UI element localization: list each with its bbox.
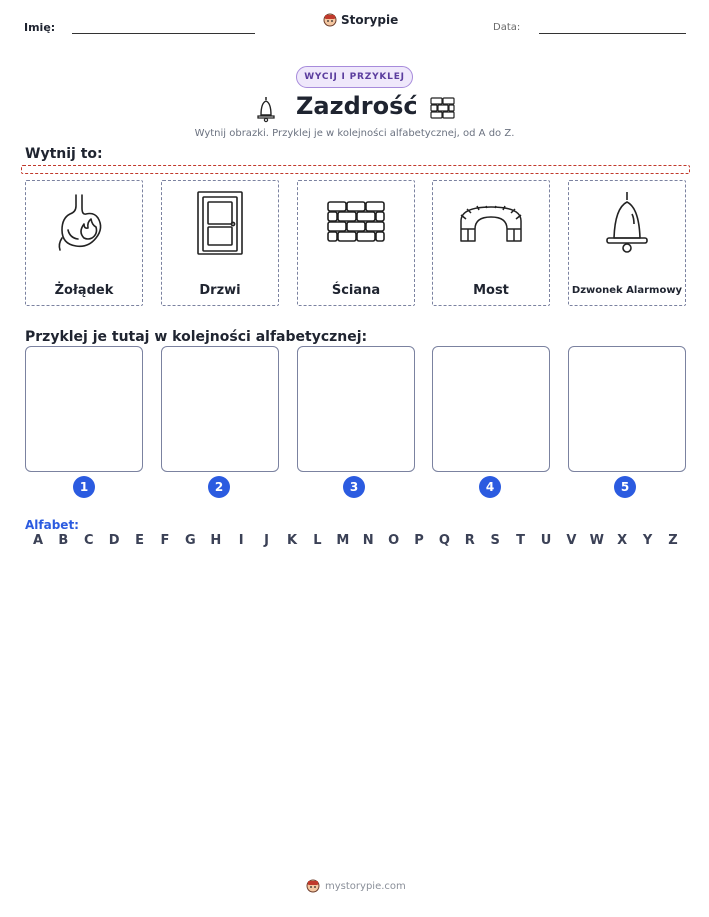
paste-slot-1[interactable] <box>25 346 143 472</box>
bridge-icon <box>459 203 523 243</box>
alphabet-letter: O <box>388 533 400 548</box>
brick-wall-icon <box>430 97 456 119</box>
slot-number: 5 <box>614 476 636 498</box>
cut-card[interactable] <box>432 180 550 306</box>
alphabet-letter: C <box>84 533 94 548</box>
alphabet-letter: T <box>516 533 526 548</box>
paste-slot-3[interactable] <box>297 346 415 472</box>
footer <box>306 879 406 893</box>
paste-slot-5[interactable] <box>568 346 686 472</box>
alphabet-letter: H <box>210 533 222 548</box>
card-label: Żołądek <box>54 283 114 298</box>
brick-wall-icon <box>326 200 386 246</box>
name-label: Imię: <box>24 21 56 34</box>
alphabet-letter: J <box>264 533 270 548</box>
bell-icon <box>602 190 652 256</box>
cut-line <box>21 165 690 174</box>
alphabet-letter: K <box>286 533 298 548</box>
slot-number: 1 <box>73 476 95 498</box>
card-label: Ściana <box>331 283 381 298</box>
slot-number: 2 <box>208 476 230 498</box>
alphabet-label: Alfabet: <box>25 518 79 532</box>
alphabet-letter: W <box>589 533 604 548</box>
alphabet-letter: Y <box>642 533 653 548</box>
paste-slot-2[interactable] <box>161 346 279 472</box>
alphabet-letter: R <box>464 533 475 548</box>
brand-logo <box>323 13 398 27</box>
alphabet-letter: U <box>540 533 552 548</box>
card-label: Most <box>473 283 509 298</box>
name-field-line[interactable] <box>72 33 255 34</box>
cut-card[interactable] <box>568 180 686 306</box>
alphabet-letter: Z <box>668 533 678 548</box>
alphabet-letter: L <box>313 533 322 548</box>
bell-icon <box>255 95 277 123</box>
alphabet-letter: P <box>414 533 424 548</box>
alphabet-letter: D <box>108 533 120 548</box>
alphabet-letter: N <box>362 533 374 548</box>
paste-section-label: Przyklej je tutaj w kolejności alfabetycznej: <box>25 329 368 345</box>
alphabet-letter: S <box>490 533 500 548</box>
alphabet-letter: Q <box>438 533 450 548</box>
title-row <box>0 92 709 128</box>
cut-card[interactable] <box>25 180 143 306</box>
alphabet-letter: B <box>58 533 69 548</box>
slot-number: 3 <box>343 476 365 498</box>
slot-number: 4 <box>479 476 501 498</box>
storypie-mascot-icon <box>306 879 320 893</box>
card-label: Dzwonek Alarmowy <box>571 285 683 296</box>
stomach-icon <box>54 192 114 254</box>
page-title: Zazdrość <box>296 92 418 120</box>
cut-card[interactable] <box>161 180 279 306</box>
alphabet-letter: F <box>160 533 170 548</box>
date-label: Data: <box>493 22 521 33</box>
alphabet-letter: E <box>135 533 145 548</box>
storypie-mascot-icon <box>323 13 337 27</box>
activity-badge: WYCIJ I PRZYKLEJ <box>296 66 413 88</box>
alphabet-letter: V <box>566 533 577 548</box>
alphabet-letter: G <box>185 533 196 548</box>
cut-section-label: Wytnij to: <box>25 146 103 162</box>
date-field-line[interactable] <box>539 33 686 34</box>
door-icon <box>195 190 245 256</box>
card-label: Drzwi <box>199 283 241 298</box>
footer-url: mystorypie.com <box>325 880 406 892</box>
alphabet-row <box>25 533 685 551</box>
cut-card[interactable] <box>297 180 415 306</box>
brand-name: Storypie <box>341 13 399 27</box>
alphabet-letter: A <box>32 533 44 548</box>
alphabet-letter: M <box>336 533 350 548</box>
paste-slot-4[interactable] <box>432 346 550 472</box>
instructions: Wytnij obrazki. Przyklej je w kolejności alfabetycznej, od A do Z. <box>194 128 515 139</box>
alphabet-letter: X <box>617 533 628 548</box>
alphabet-letter: I <box>238 533 244 548</box>
